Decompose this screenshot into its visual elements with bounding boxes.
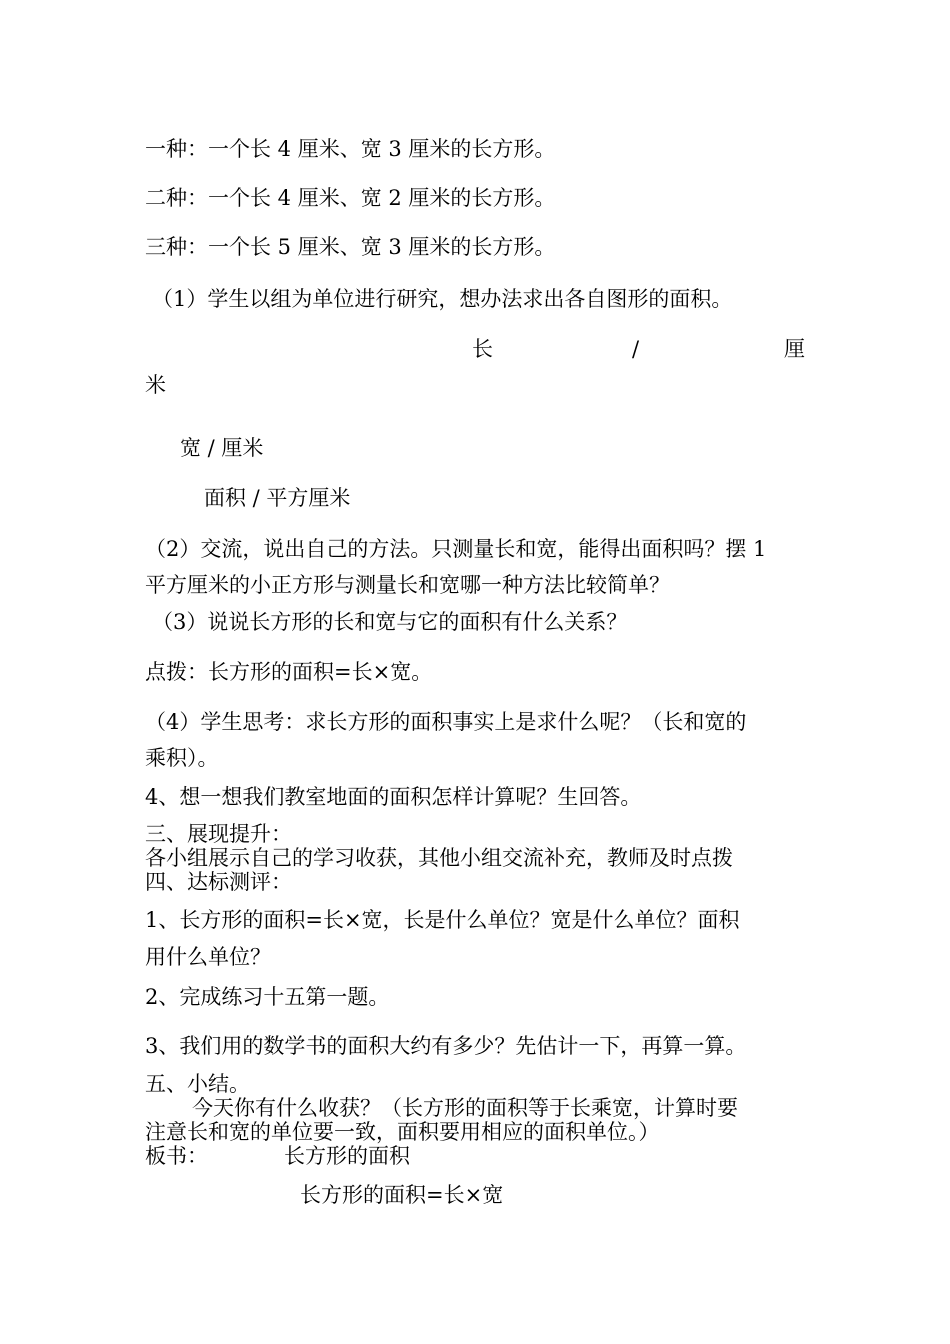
text-line-14: 2、完成练习十五第一题。 [145, 985, 390, 1009]
section-heading-5: 五、小结。 [145, 1072, 250, 1096]
text-line-17b: 注意长和宽的单位要一致，面积要用相应的面积单位。） [145, 1120, 660, 1144]
text-line-13a: 1、长方形的面积=长×宽，长是什么单位？宽是什么单位？面积 [145, 908, 740, 932]
text-line-11: 各小组展示自己的学习收获，其他小组交流补充，教师及时点拨 [145, 846, 733, 870]
text-line-6: （3）说说长方形的长和宽与它的面积有什么关系？ [152, 610, 628, 634]
table-header-area: 面积 / 平方厘米 [204, 486, 351, 510]
text-line-7: 点拨：长方形的面积=长×宽。 [145, 660, 433, 684]
text-line-5b: 平方厘米的小正方形与测量长和宽哪一种方法比较简单？ [145, 573, 670, 597]
text-line-2: 二种：一个长 4 厘米、宽 2 厘米的长方形。 [145, 186, 556, 210]
text-line-9: 4、想一想我们教室地面的面积怎样计算呢？生回答。 [145, 785, 642, 809]
text-line-8a: （4）学生思考：求长方形的面积事实上是求什么呢？（长和宽的 [145, 710, 747, 734]
board-label: 板书： [145, 1144, 208, 1168]
table-header-length-a: 长 [472, 337, 493, 361]
board-title: 长方形的面积 [284, 1144, 410, 1168]
text-line-13b: 用什么单位？ [145, 945, 271, 969]
text-line-4: （1）学生以组为单位进行研究，想办法求出各自图形的面积。 [152, 287, 733, 311]
text-line-5a: （2）交流，说出自己的方法。只测量长和宽，能得出面积吗？摆 1 [145, 537, 767, 561]
table-header-length-b: / [632, 337, 640, 361]
table-header-length-c: 厘 [784, 337, 805, 361]
section-heading-4: 四、达标测评： [145, 870, 292, 894]
table-header-width: 宽 / 厘米 [180, 436, 264, 460]
text-line-8b: 乘积）。 [145, 746, 219, 770]
table-header-length-d: 米 [145, 373, 166, 397]
text-line-1: 一种：一个长 4 厘米、宽 3 厘米的长方形。 [145, 137, 556, 161]
text-line-3: 三种：一个长 5 厘米、宽 3 厘米的长方形。 [145, 235, 556, 259]
section-heading-3: 三、展现提升： [145, 822, 292, 846]
board-formula: 长方形的面积=长×宽 [300, 1183, 504, 1207]
text-line-17a: 今天你有什么收获？（长方形的面积等于长乘宽，计算时要 [192, 1096, 738, 1120]
text-line-15: 3、我们用的数学书的面积大约有多少？先估计一下，再算一算。 [145, 1034, 747, 1058]
